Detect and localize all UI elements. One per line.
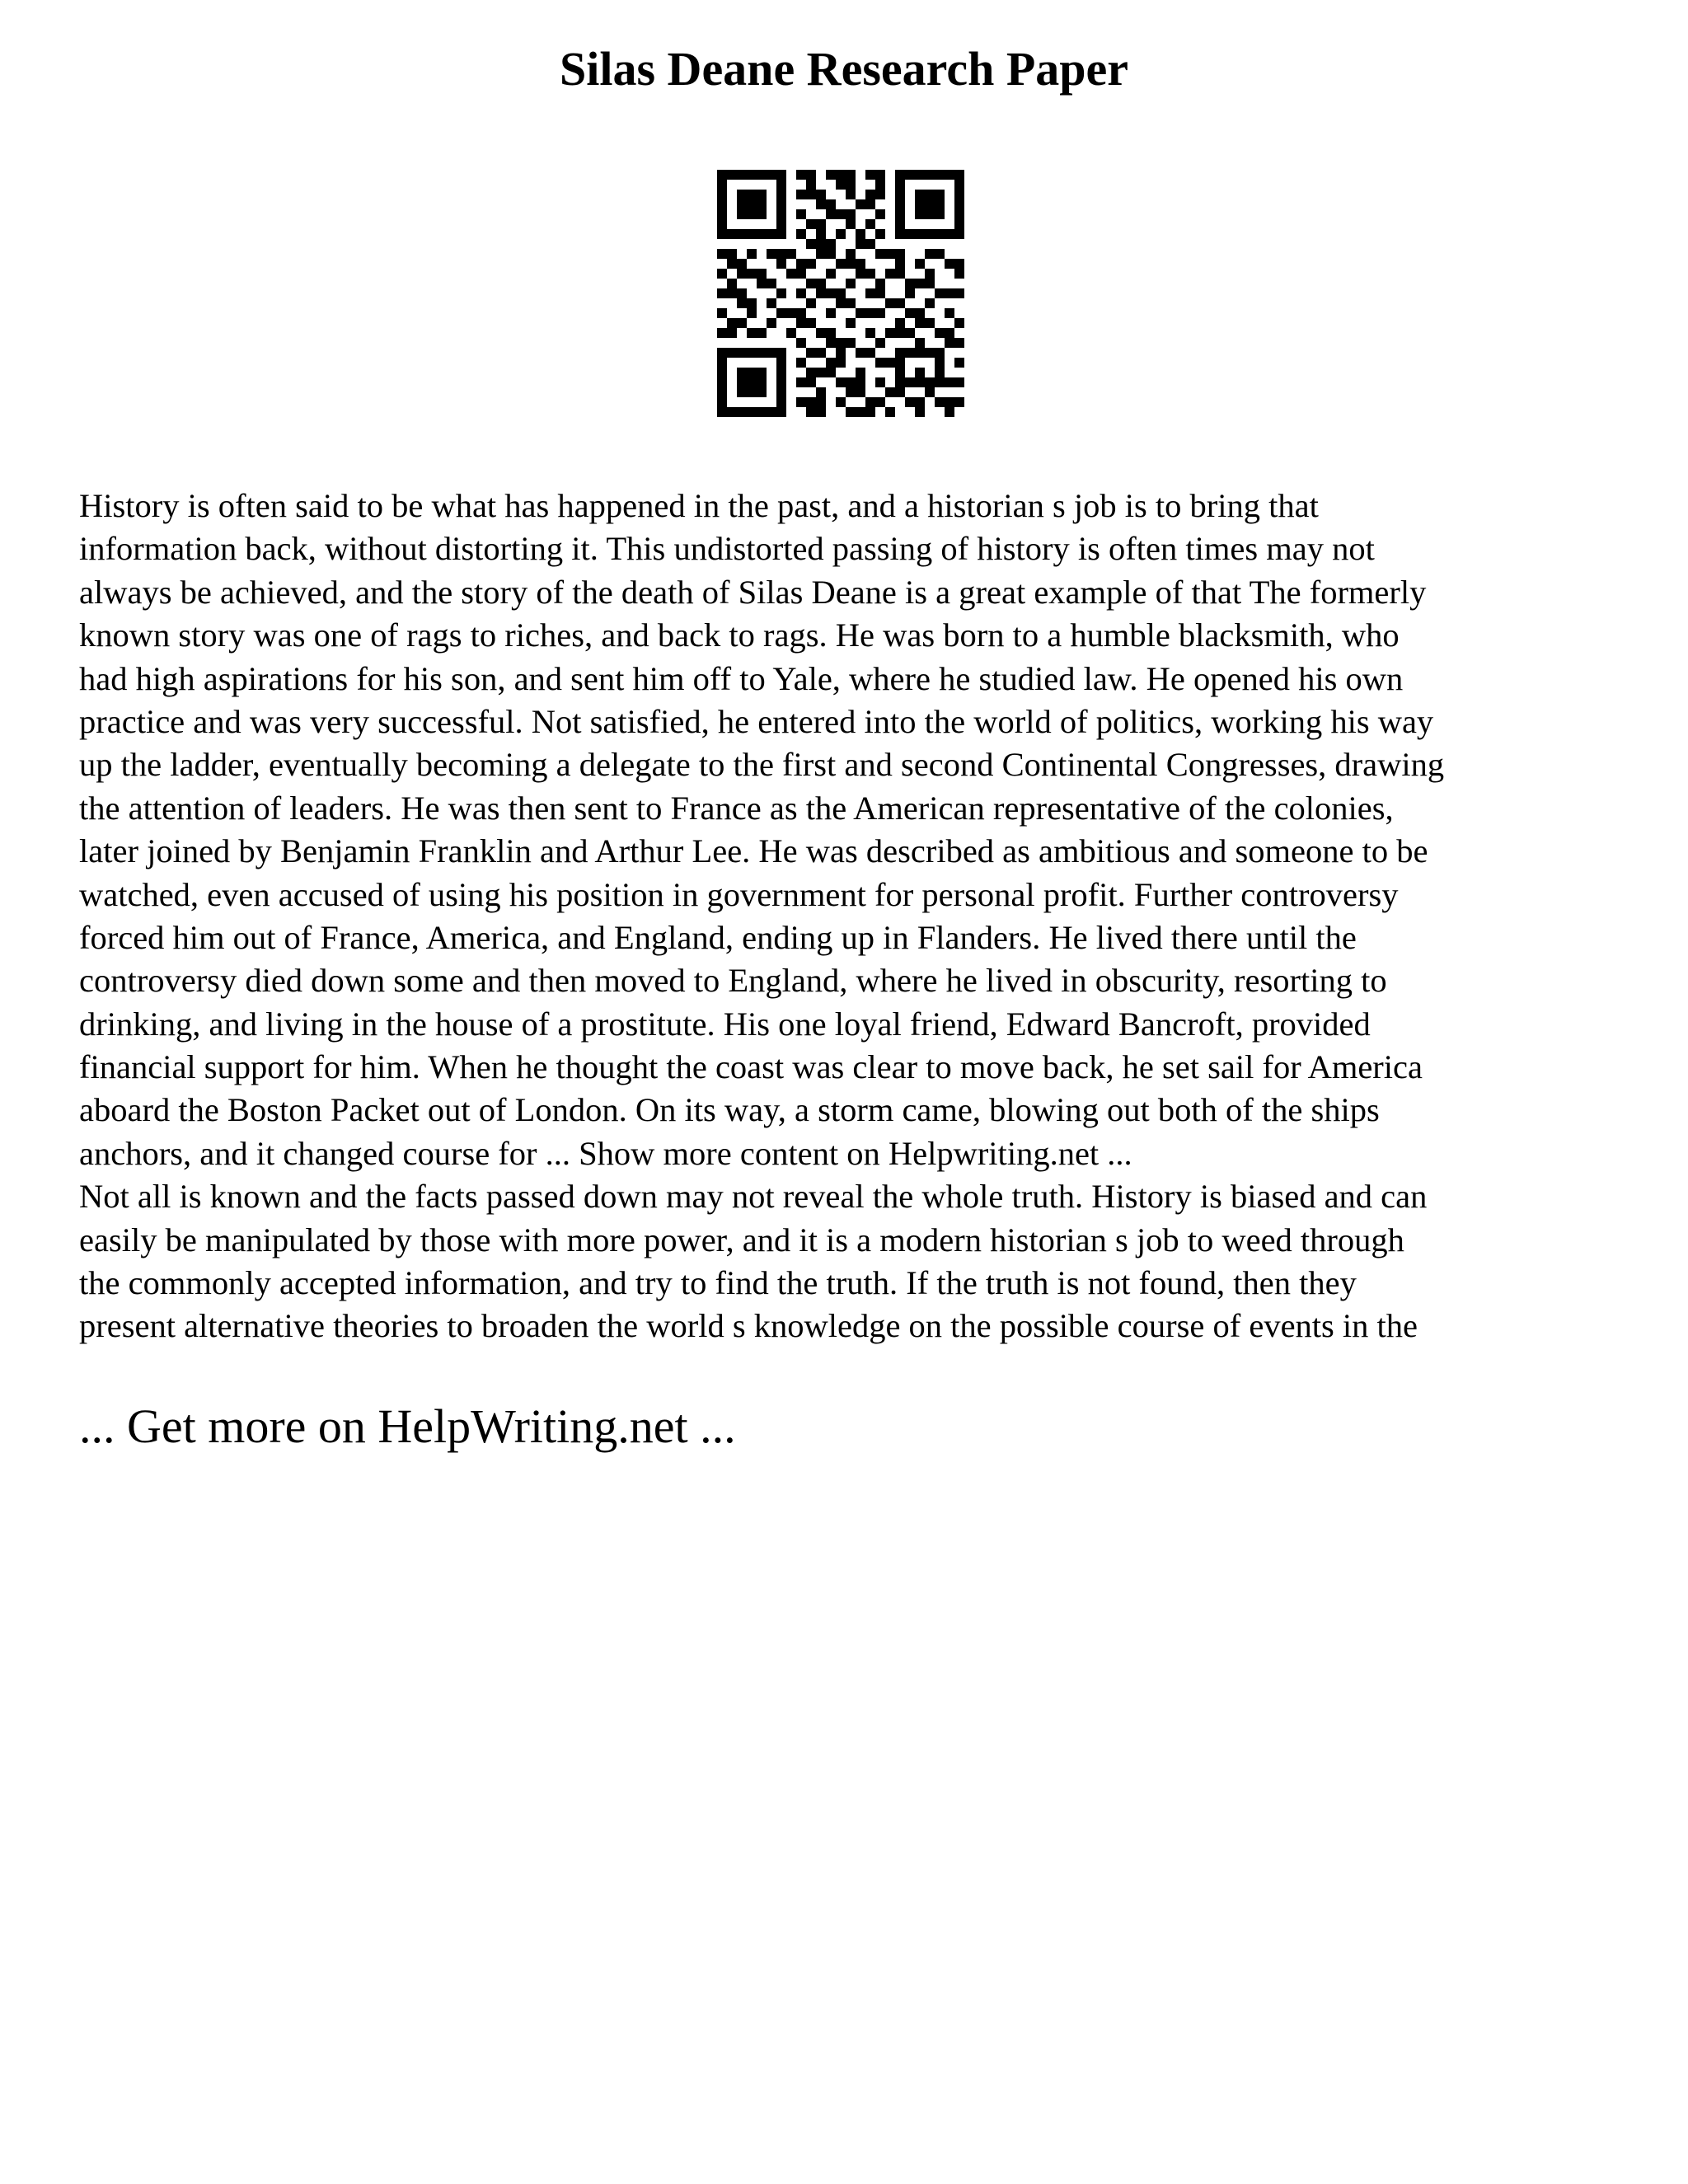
body-line: known story was one of rags to riches, and back to rags. He was born to a humble blacksmith, who: [79, 616, 1400, 654]
body-line: controversy died down some and then moved to England, where he lived in obscurity, resorting to: [79, 962, 1387, 1000]
body-line: information back, without distorting it. This undistorted passing of history is often times may not: [79, 530, 1375, 568]
body-line: always be achieved, and the story of the death of Silas Deane is a great example of that The formerly: [79, 573, 1427, 611]
body-line: the commonly accepted information, and try to find the truth. If the truth is not found, then they: [79, 1264, 1357, 1302]
page-title: Silas Deane Research Paper: [560, 42, 1128, 96]
body-line: up the ladder, eventually becoming a delegate to the first and second Continental Congresses, drawing: [79, 746, 1445, 784]
body-line: easily be manipulated by those with more power, and it is a modern historian s job to weed through: [79, 1221, 1404, 1258]
body-line: financial support for him. When he thought the coast was clear to move back, he set sail for America: [79, 1048, 1423, 1086]
body-line: History is often said to be what has happened in the past, and a historian s job is to bring that: [79, 487, 1319, 524]
show-more-line[interactable]: anchors, and it changed course for ... Show more content on Helpwriting.net ...: [79, 1134, 1132, 1172]
body-line: aboard the Boston Packet out of London. On its way, a storm came, blowing out both of the ships: [79, 1091, 1380, 1129]
qr-code-icon: [717, 170, 964, 417]
body-text: [79, 485, 1629, 1348]
body-line: Not all is known and the facts passed down may not reveal the whole truth. History is biased and can: [79, 1178, 1428, 1216]
body-line: practice and was very successful. Not satisfied, he entered into the world of politics, working his way: [79, 702, 1434, 740]
body-line: later joined by Benjamin Franklin and Arthur Lee. He was described as ambitious and someone to be: [79, 832, 1428, 870]
body-line: had high aspirations for his son, and sent him off to Yale, where he studied law. He opened his own: [79, 659, 1404, 697]
body-line: watched, even accused of using his position in government for personal profit. Further controversy: [79, 875, 1399, 913]
body-line: the attention of leaders. He was then sent to France as the American representative of the colonies,: [79, 789, 1394, 827]
get-more-link[interactable]: ... Get more on HelpWriting.net ...: [79, 1399, 736, 1453]
body-line: present alternative theories to broaden the world s knowledge on the possible course of events in the: [79, 1307, 1418, 1345]
body-line: drinking, and living in the house of a prostitute. His one loyal friend, Edward Bancroft, provided: [79, 1005, 1371, 1043]
body-line: forced him out of France, America, and England, ending up in Flanders. He lived there until the: [79, 918, 1357, 956]
